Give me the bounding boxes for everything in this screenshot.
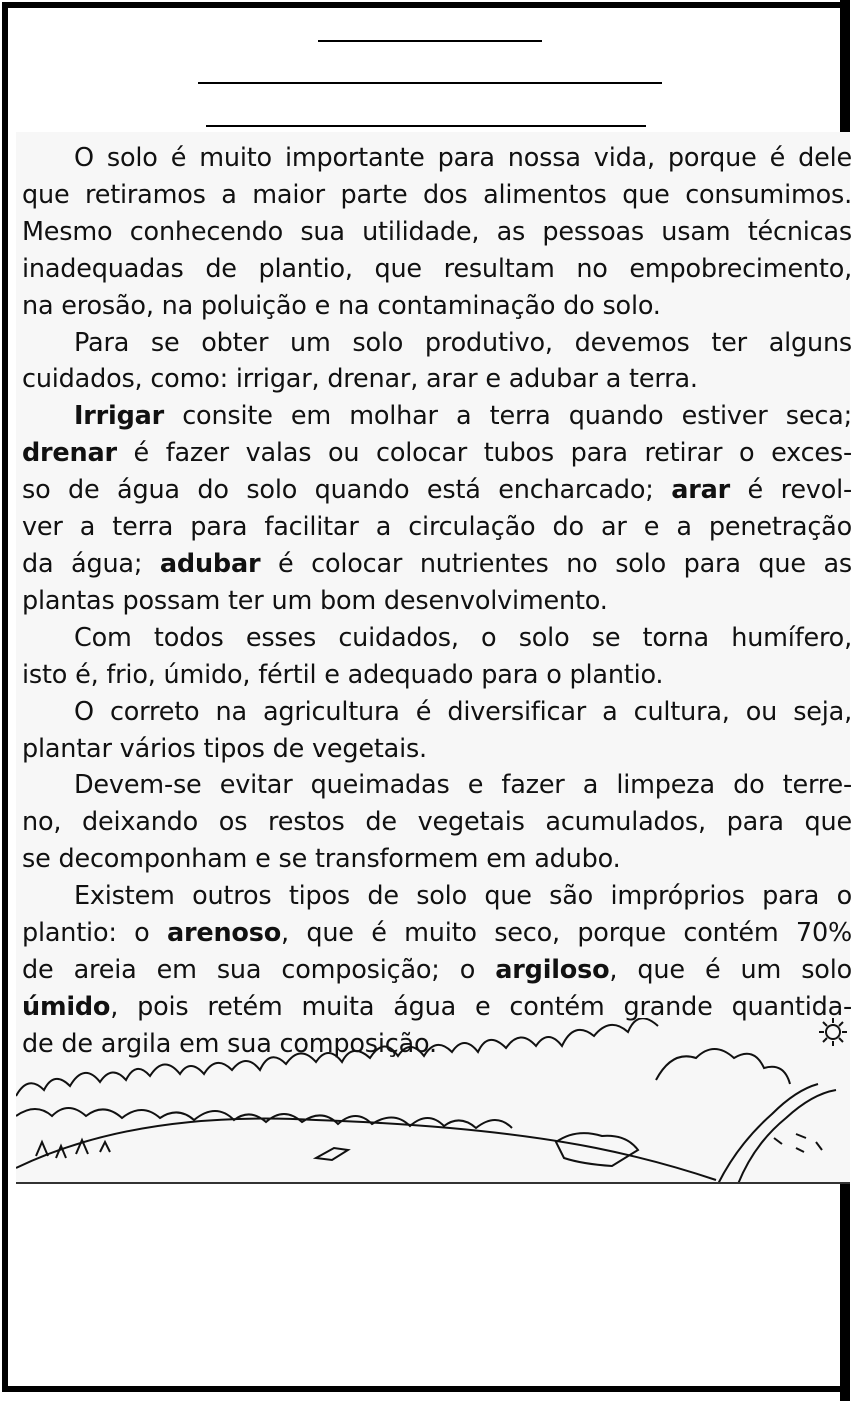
text-line: ver a terra para facilitar a circulação do ar e a penetração xyxy=(22,512,852,543)
text-line: na erosão, na poluição e na contaminação do solo. xyxy=(22,290,661,321)
text-line xyxy=(22,546,852,583)
text-fragment: é revol- xyxy=(730,475,852,506)
paragraph-5 xyxy=(22,694,852,768)
text-line: no, deixando os restos de vegetais acumulados, para que xyxy=(22,807,852,838)
paragraph-4 xyxy=(22,620,852,694)
text-line xyxy=(22,472,852,509)
title-blank-line xyxy=(318,40,542,42)
text-line: Existem outros tipos de solo que são impróprios para o xyxy=(74,881,852,912)
text-fragment: é fazer valas ou colocar tubos para retirar o exces- xyxy=(116,438,852,469)
text-fragment: , que é muito seco, porque contém 70% xyxy=(281,918,852,949)
text-line: inadequadas de plantio, que resultam no empobrecimento, xyxy=(22,253,852,284)
text-line: plantas possam ter um bom desenvolvimento. xyxy=(22,585,608,616)
text-line: O solo é muito importante para nossa vida, porque é dele xyxy=(74,143,852,173)
paragraph-6 xyxy=(22,767,852,878)
term-drenar: drenar xyxy=(22,438,117,469)
text-line: plantar vários tipos de vegetais. xyxy=(22,733,427,764)
term-irrigar: Irrigar xyxy=(74,401,165,432)
term-arenoso: arenoso xyxy=(166,918,282,949)
text-fragment: plantio: o xyxy=(22,918,167,949)
paragraph-3 xyxy=(22,398,852,619)
text-line: cuidados, como: irrigar, drenar, arar e adubar a terra. xyxy=(22,364,698,395)
text-line xyxy=(22,915,852,952)
text-line: O correto na agricultura é diversificar a cultura, ou seja, xyxy=(74,696,852,727)
text-fragment: consite em molhar a terra quando estiver seca; xyxy=(164,401,852,432)
text-line xyxy=(22,435,852,472)
text-fragment: , pois retém muita água e contém grande quantida- xyxy=(110,991,852,1022)
subtitle-blank-line-1 xyxy=(198,82,662,84)
term-adubar: adubar xyxy=(159,548,261,579)
text-fragment: é colocar nutrientes no solo para que as xyxy=(260,548,852,579)
text-fragment: so de água do solo quando está encharcado; xyxy=(22,475,672,506)
reading-text xyxy=(22,140,852,1063)
text-fragment: de areia em sua composição; o xyxy=(22,954,496,985)
text-line: Devem-se evitar queimadas e fazer a limpeza do terre- xyxy=(74,770,852,801)
term-umido: úmido xyxy=(22,991,111,1022)
text-line: Com todos esses cuidados, o solo se torna humífero, xyxy=(74,622,852,653)
landscape-illustration xyxy=(16,1018,850,1184)
term-argiloso: argiloso xyxy=(495,954,610,985)
text-line xyxy=(22,952,852,989)
text-line: se decomponham e se transformem em adubo. xyxy=(22,844,621,875)
text-line: Para se obter um solo produtivo, devemos ter alguns xyxy=(74,327,852,358)
text-line: que retiramos a maior parte dos alimentos que consumimos. xyxy=(22,179,852,210)
term-arar: arar xyxy=(671,475,731,506)
paragraph-2 xyxy=(22,325,852,399)
subtitle-blank-line-2 xyxy=(206,125,646,127)
text-fragment: da água; xyxy=(22,548,160,579)
text-line: isto é, frio, úmido, fértil e adequado para o plantio. xyxy=(22,659,664,690)
text-line xyxy=(22,398,852,435)
text-fragment: , que é um solo xyxy=(609,954,852,985)
illustration-bottom-edge xyxy=(16,1182,850,1184)
paragraph-1 xyxy=(22,140,852,325)
text-line: Mesmo conhecendo sua utilidade, as pessoas usam técnicas xyxy=(22,216,852,247)
text-line: de de argila em sua composição. xyxy=(22,1028,437,1059)
